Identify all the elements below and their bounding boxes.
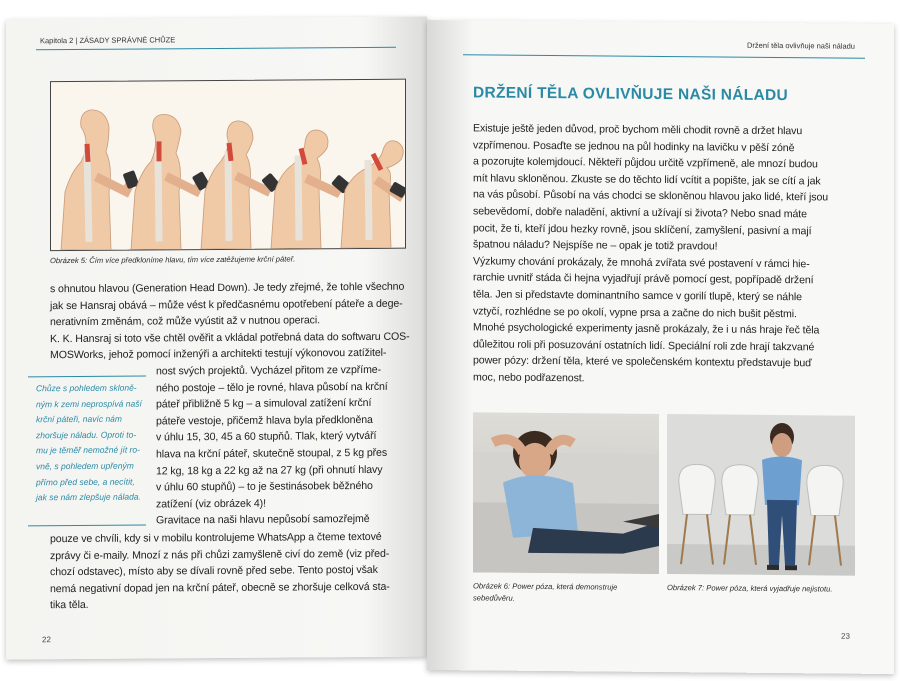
photo-insecure-man-on-chair <box>667 414 855 576</box>
text-line: v úhlu 60 stupňů) – to je šestinásobek běžného <box>156 480 373 494</box>
figure-5 <box>341 141 405 248</box>
text-line: Existuje ještě jeden důvod, proč bychom měli chodit rovně a držet hlavu <box>473 122 803 138</box>
text-line: zatížení (viz obrázek 4)! <box>156 497 266 511</box>
text-line: Gravitace na naši hlavu nepůsobí samozřejmě <box>156 513 370 527</box>
text-line: Mnohé psychologické experimenty jasně prokázaly, že i u nás hraje řeč těla <box>473 321 820 337</box>
text-line: hlava na krční páteř, skutečně stoupal, z 5 kg přes <box>156 446 388 461</box>
text-line: zprávy či e-maily. Mnozí z nás při chůzi zamyšleně civí do země (viz před- <box>50 547 390 562</box>
sidebar-line: vně, s pohledem upřeným <box>36 460 134 472</box>
text-line: power pózy: držení těla, které ve společenském kontextu představuje buď <box>473 354 812 370</box>
text-line: důležitou roli při posuzování ostatních lidí. Speciální roli zde hrají takzvané <box>473 338 815 354</box>
text-line: MOSWorks, jehož pomocí inženýři a architekti testují výkonovou zatížitel- <box>50 347 387 362</box>
section-header: Držení těla ovlivňuje naši náladu <box>747 40 855 51</box>
sidebar-line: přímo před sebe, a necítit, <box>36 476 135 487</box>
left-body-column <box>156 362 416 530</box>
sidebar-line: zhoršuje náladu. Oproti to- <box>36 429 137 441</box>
text-line: pouze ve chvíli, kdy si v mobilu kontrolujeme WhatsApp a čteme textové <box>50 530 382 546</box>
text-line: vztyčí, rozhlédne se po okolí, vypne prsa a začne do nich bušit pěstmi. <box>473 304 797 320</box>
text-line: nost svých projektů. Vycházel přitom ze vzpříme- <box>156 363 382 378</box>
sidebar-line: ným k zemi neprospívá naší <box>36 398 142 409</box>
section-title: DRŽENÍ TĚLA OVLIVŇUJE NAŠI NÁLADU <box>473 84 789 105</box>
figure-6-caption: Obrázek 6: Power póza, která demonstruje sebedůvěru. <box>473 581 618 603</box>
text-line: a pozorujte kolemjdoucí. Někteří půjdou určitě vzpřímeně, ale mnozí budou <box>473 155 818 171</box>
chapter-header: Kapitola 2 | ZÁSADY SPRÁVNÉ CHŮZE <box>40 35 176 46</box>
text-line: nemá negativní dopad jen na krční páteř, obecně se zhoršuje celková sta- <box>50 580 390 595</box>
posture-illustration <box>51 80 405 250</box>
text-line: špatnou náladu? Nejspíše ne – opak je totiž pravdou! <box>473 238 718 253</box>
text-line: moc, nebo podřazenost. <box>473 371 585 385</box>
sidebar-quote <box>28 375 146 526</box>
text-line: Výzkumy chování prokázaly, že mnohá zvířata své postavení v rámci hie- <box>473 255 810 271</box>
figure-7-caption: Obrázek 7: Power póza, která vyjadřuje nejistotu. <box>667 583 833 594</box>
figure-5-caption: Obrázek 5: Čím více předkloníme hlavu, tím více zatěžujeme krční páteř. <box>50 254 296 266</box>
page-number-left: 22 <box>42 635 51 645</box>
text-line: mít hlavu skloněnou. Zkuste se do těchto lidí vcítit a popište, jak se cítí a jak <box>473 172 821 188</box>
header-rule <box>463 54 865 59</box>
spine-posture-figure <box>50 79 406 251</box>
text-line: v úhlu 15, 30, 45 a 60 stupňů. Tlak, který vytváří <box>156 430 377 444</box>
left-body-top <box>50 279 410 364</box>
text-line: s ohnutou hlavou (Generation Head Down). Je tedy zřejmé, že tohle všechno <box>50 280 405 296</box>
text-line: sebevědomí, dobře naladění, aktivní a užívají si života? Nebo snad máte <box>473 205 807 221</box>
text-line: těla. Jen si představte dominantního samce v gorilí tlupě, který se náhle <box>473 288 802 304</box>
sidebar-line: krční páteři, navíc nám <box>36 413 122 425</box>
right-body <box>473 120 873 389</box>
text-line: páteř přibližně 5 kg – a simuloval zatížení krční <box>156 397 372 411</box>
figure-2 <box>131 114 210 250</box>
photo-confident-man-on-sofa <box>473 412 659 574</box>
text-line: rarchie uvnitř stáda či hejna vyjadřují právě pomocí gest, popřípadě držení <box>473 271 814 287</box>
sidebar-line: jak se nám zlepšuje nálada. <box>36 491 141 503</box>
left-page <box>6 17 427 660</box>
text-line: jak se Hansraj obává – může vést k předčasnému opotřebení páteře a dege- <box>50 297 403 312</box>
sidebar-line: mu je těmĕř nemožné jít ro- <box>36 444 140 456</box>
text-line: na vás působí. Působí na vás chodci se skloněnou hlavou jako lidé, kteří jsou <box>473 188 829 204</box>
figure-3 <box>201 121 281 250</box>
text-line: pocit, že ti, kteří jdou hezky rovně, jsou sklíčení, zamyšlení, pasivní a mají <box>473 221 812 237</box>
figure-4 <box>271 130 351 249</box>
text-line: K. K. Hansraj si toto vše chtěl ověřit a vkládal potřebná data do softwaru COS- <box>50 330 410 345</box>
photo-6-illustration <box>473 412 659 574</box>
text-line: tika těla. <box>50 599 89 612</box>
text-line: nerativním změnám, což může vyústit až v nutnou operaci. <box>50 314 320 329</box>
left-body-bottom <box>50 529 410 614</box>
text-line: vzpřímenou. Posaďte se jednou na půl hodinky na lavičku v pěší zóně <box>473 138 795 154</box>
text-line: páteře vestoje, přičemž hlava byla předkloněna <box>156 413 373 428</box>
right-page <box>427 20 894 674</box>
sidebar-line: Chůze s pohledem skloně- <box>36 382 137 394</box>
figure-1 <box>61 110 139 251</box>
header-rule <box>36 47 396 51</box>
text-line: chozí odstavec), místo aby se dívali rovně před sebe. Tento postoj však <box>50 564 378 579</box>
photo-7-illustration <box>667 414 855 576</box>
page-number-right: 23 <box>841 631 850 641</box>
text-line: ného postoje – tělo je rovné, hlava působí na krční <box>156 380 388 395</box>
text-line: 12 kg, 18 kg a 22 kg až na 27 kg (při ohnutí hlavy <box>156 463 383 477</box>
